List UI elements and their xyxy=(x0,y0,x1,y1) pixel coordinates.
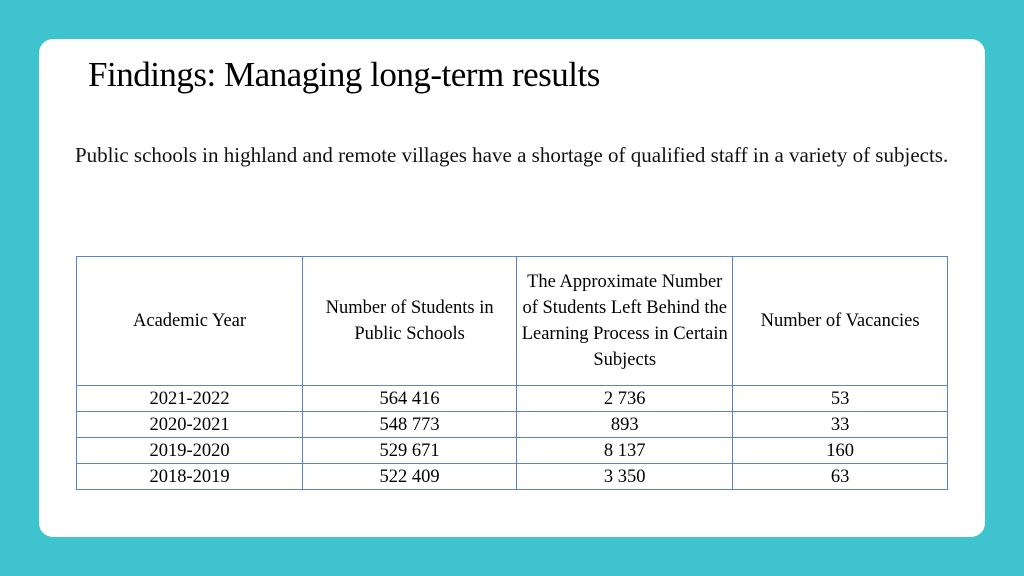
table-row xyxy=(77,386,948,412)
cell-academic-year: 2018-2019 xyxy=(77,464,303,490)
slide-card xyxy=(39,39,985,537)
table-row xyxy=(77,464,948,490)
cell-academic-year: 2021-2022 xyxy=(77,386,303,412)
header-students-left-behind: The Approximate Number of Students Left Behind the Learning Process in Certain Subjects xyxy=(517,257,733,386)
table-row xyxy=(77,412,948,438)
cell-vacancies: 63 xyxy=(733,464,948,490)
slide-title: Findings: Managing long-term results xyxy=(88,55,600,94)
cell-academic-year: 2019-2020 xyxy=(77,438,303,464)
header-number-of-vacancies: Number of Vacancies xyxy=(733,257,948,386)
header-academic-year: Academic Year xyxy=(77,257,303,386)
cell-left-behind: 3 350 xyxy=(517,464,733,490)
header-number-of-students: Number of Students in Public Schools xyxy=(303,257,517,386)
findings-table xyxy=(76,256,948,490)
cell-academic-year: 2020-2021 xyxy=(77,412,303,438)
cell-vacancies: 53 xyxy=(733,386,948,412)
cell-left-behind: 8 137 xyxy=(517,438,733,464)
cell-students: 548 773 xyxy=(303,412,517,438)
cell-students: 529 671 xyxy=(303,438,517,464)
cell-vacancies: 33 xyxy=(733,412,948,438)
table-header-row xyxy=(77,257,948,386)
cell-students: 564 416 xyxy=(303,386,517,412)
cell-left-behind: 2 736 xyxy=(517,386,733,412)
cell-left-behind: 893 xyxy=(517,412,733,438)
cell-students: 522 409 xyxy=(303,464,517,490)
table-row xyxy=(77,438,948,464)
slide-body-text: Public schools in highland and remote villages have a shortage of qualified staff in a variety of subjects. xyxy=(75,143,949,167)
cell-vacancies: 160 xyxy=(733,438,948,464)
